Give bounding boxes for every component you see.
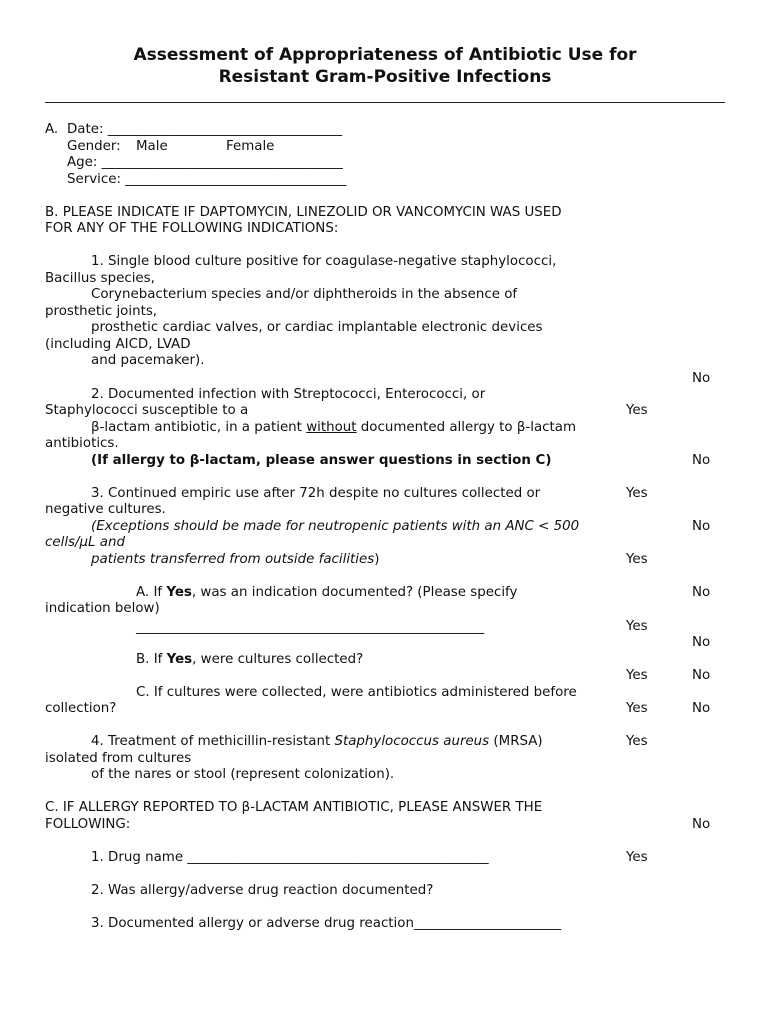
item-2-without-underlined: without <box>306 420 357 435</box>
answer-yes[interactable]: Yes <box>626 734 648 749</box>
item-3-exception-line-3 <box>91 552 379 568</box>
item-1-line-2: Bacillus species, <box>45 271 155 286</box>
item-4-line-2: isolated from cultures <box>45 751 192 766</box>
item-1-line-7: and pacemaker). <box>91 353 205 368</box>
answer-yes[interactable]: Yes <box>626 486 648 501</box>
answer-yes[interactable]: Yes <box>626 701 648 716</box>
answer-no[interactable]: No <box>692 453 711 468</box>
answer-no[interactable]: No <box>692 635 711 650</box>
sub-question-a-line-2: indication below) <box>45 601 160 616</box>
sub-a-yes-bold: Yes <box>166 585 192 600</box>
item-3-exception-line-3-text: patients transferred from outside facilities <box>91 552 375 567</box>
answer-yes[interactable]: Yes <box>626 619 648 634</box>
gender-male-option[interactable]: Male <box>136 139 168 154</box>
answer-no[interactable]: No <box>692 585 711 600</box>
item-4-line-1 <box>91 734 543 750</box>
item-4-line-3: of the nares or stool (represent colonization). <box>91 767 395 782</box>
item-2-line-4: antibiotics. <box>45 436 119 451</box>
item-1-line-1: 1. Single blood culture positive for coagulase-negative staphylococci, <box>91 254 557 269</box>
date-field[interactable]: Date: ___________________________________ <box>67 122 343 137</box>
answer-yes[interactable]: Yes <box>626 403 648 418</box>
section-b-heading-line-2: FOR ANY OF THE FOLLOWING INDICATIONS: <box>45 221 339 236</box>
item-3-exception-close-paren: ) <box>374 552 380 567</box>
sub-a-prefix: A. If <box>136 585 167 600</box>
sub-b-yes-bold: Yes <box>166 652 193 667</box>
item-4-line-1-a: 4. Treatment of methicillin-resistant <box>91 734 335 749</box>
sub-b-text: , were cultures collected? <box>192 652 364 667</box>
sub-question-a <box>136 585 517 601</box>
answer-no[interactable]: No <box>692 371 711 386</box>
indication-blank[interactable]: ____________________________________________________ <box>136 620 485 635</box>
section-c-heading-line-2: FOLLOWING: <box>45 817 131 832</box>
sub-question-c-line-2: collection? <box>45 701 117 716</box>
item-2-allergy-note: (If allergy to β-lactam, please answer questions in section C) <box>91 453 552 468</box>
sub-b-prefix: B. If <box>136 652 167 667</box>
title-line-2: Resistant Gram-Positive Infections <box>218 67 552 87</box>
answer-no[interactable]: No <box>692 817 711 832</box>
drug-name-field[interactable]: 1. Drug name _____________________________________________ <box>91 850 489 865</box>
item-1-line-3: Corynebacterium species and/or diphtheroids in the absence of <box>91 287 518 302</box>
title-line-1: Assessment of Appropriateness of Antibiotic Use for <box>133 45 637 65</box>
item-2-line-3-b: documented allergy to β-lactam <box>356 420 577 435</box>
item-2-line-2: Staphylococci susceptible to a <box>45 403 249 418</box>
section-c-heading-line-1: C. IF ALLERGY REPORTED TO β-LACTAM ANTIBIOTIC, PLEASE ANSWER THE <box>45 800 543 815</box>
item-1-line-6: (including AICD, LVAD <box>45 337 191 352</box>
document-title <box>0 44 770 88</box>
sub-question-b <box>136 652 363 668</box>
documented-reaction-field[interactable]: 3. Documented allergy or adverse drug reaction______________________ <box>91 916 562 931</box>
gender-female-option[interactable]: Female <box>226 139 275 154</box>
item-4-organism: Staphylococcus aureus <box>334 734 490 749</box>
item-3-line-1: 3. Continued empiric use after 72h despite no cultures collected or <box>91 486 541 501</box>
item-2-line-3 <box>91 420 576 436</box>
gender-label: Gender: <box>67 139 121 154</box>
section-a-marker: A. <box>45 122 59 137</box>
answer-yes[interactable]: Yes <box>626 552 648 567</box>
answer-yes[interactable]: Yes <box>626 668 648 683</box>
item-1-line-4: prosthetic joints, <box>45 304 158 319</box>
sub-question-c-line-1: C. If cultures were collected, were antibiotics administered before <box>136 685 577 700</box>
item-3-exception-line-1: (Exceptions should be made for neutropenic patients with an ANC < 500 <box>91 519 580 534</box>
item-2-line-3-a: β-lactam antibiotic, in a patient <box>91 420 307 435</box>
age-field[interactable]: Age: ____________________________________ <box>67 155 343 170</box>
answer-yes[interactable]: Yes <box>626 850 648 865</box>
item-1-line-5: prosthetic cardiac valves, or cardiac implantable electronic devices <box>91 320 543 335</box>
item-2-line-1: 2. Documented infection with Streptococci, Enterococci, or <box>91 387 486 402</box>
sub-a-text: , was an indication documented? (Please specify <box>191 585 518 600</box>
answer-no[interactable]: No <box>692 701 711 716</box>
section-b-heading-line-1: B. PLEASE INDICATE IF DAPTOMYCIN, LINEZOLID OR VANCOMYCIN WAS USED <box>45 205 562 220</box>
answer-no[interactable]: No <box>692 668 711 683</box>
allergy-documented-question: 2. Was allergy/adverse drug reaction documented? <box>91 883 434 898</box>
service-field[interactable]: Service: _________________________________ <box>67 172 347 187</box>
answer-no[interactable]: No <box>692 519 711 534</box>
title-divider <box>45 102 725 103</box>
item-3-exception-line-2: cells/µL and <box>45 535 125 550</box>
item-3-line-2: negative cultures. <box>45 502 166 517</box>
item-4-line-1-b: (MRSA) <box>489 734 543 749</box>
